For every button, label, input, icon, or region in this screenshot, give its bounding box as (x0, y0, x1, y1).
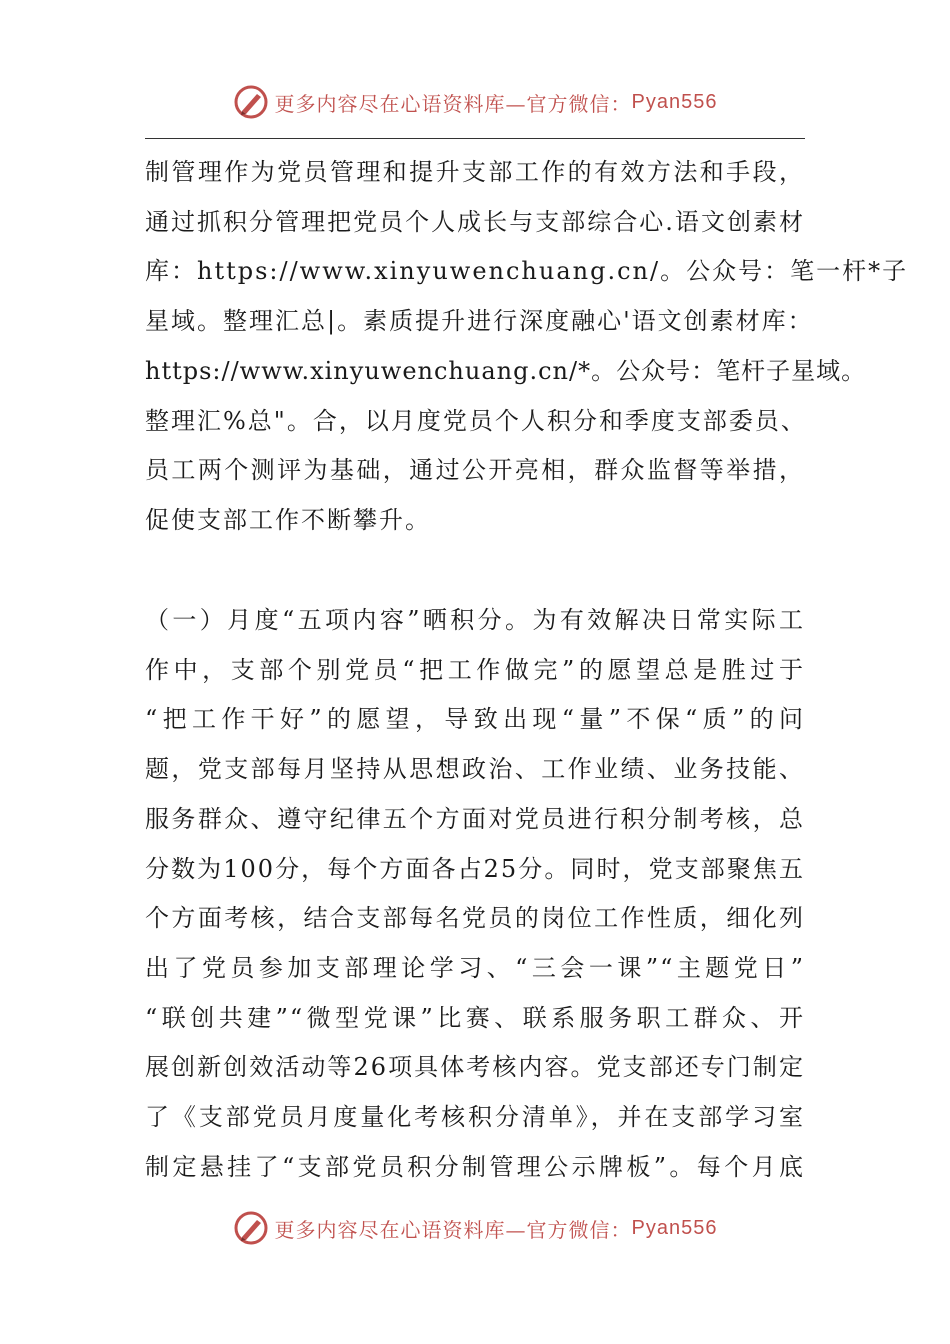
text-line: 整理汇%总"。合，以月度党员个人积分和季度支部委员、 (145, 406, 807, 435)
pen-logo-icon (233, 84, 269, 120)
text-line: 制定悬挂了“支部党员积分制管理公示牌板”。每个月底 (145, 1152, 805, 1181)
text-line: “把工作干好”的愿望，导致出现“量”不保“质”的问 (145, 705, 805, 734)
header-banner-text: 更多内容尽在心语资料库—官方微信： (274, 91, 632, 116)
pen-logo-icon (233, 1210, 269, 1246)
text-line: 个方面考核，结合支部每名党员的岗位工作性质，细化列 (145, 904, 805, 933)
text-line: 出了党员参加支部理论学习、“三会一课”“主题党日” (145, 953, 805, 982)
footer-wechat-id: Pyan556 (631, 1216, 718, 1239)
paragraph-1 (145, 148, 909, 546)
text-line: （一）月度“五项内容”晒积分。为有效解决日常实际工 (145, 606, 805, 634)
text-line: 作中，支部个别党员“把工作做完”的愿望总是胜过于 (145, 655, 805, 684)
text-line: 制管理作为党员管理和提升支部工作的有效方法和手段， (145, 158, 805, 186)
paragraph-2 (145, 596, 805, 1192)
text-line: “联创共建”“微型党课”比赛、联系服务职工群众、开 (145, 1003, 805, 1032)
text-line: 促使支部工作不断攀升。 (145, 505, 431, 534)
header-divider (145, 138, 805, 139)
text-line: 通过抓积分管理把党员个人成长与支部综合心.语文创素材 (145, 207, 805, 236)
header-banner (0, 84, 950, 120)
text-line: 库：https://www.xinyuwenchuang.cn/。公众号：笔一杆*子 (145, 257, 909, 286)
footer-banner-text: 更多内容尽在心语资料库—官方微信： (274, 1217, 632, 1242)
text-line: 星域。整理汇总|。素质提升进行深度融心'语文创素材库： (145, 307, 814, 336)
text-line: https://www.xinyuwenchuang.cn/*。公众号：笔杆子星域。 (145, 356, 867, 385)
text-line: 员工两个测评为基础，通过公开亮相，群众监督等举措， (145, 456, 805, 485)
text-line: 题，党支部每月坚持从思想政治、工作业绩、业务技能、 (145, 755, 805, 784)
footer-banner (0, 1210, 950, 1246)
text-line: 分数为100分，每个方面各占25分。同时，党支部聚焦五 (145, 854, 805, 883)
text-line: 展创新创效活动等26项具体考核内容。党支部还专门制定 (145, 1053, 805, 1082)
text-line: 了《支部党员月度量化考核积分清单》，并在支部学习室 (145, 1103, 805, 1132)
header-wechat-id: Pyan556 (631, 90, 718, 113)
text-line: 服务群众、遵守纪律五个方面对党员进行积分制考核，总 (145, 804, 805, 833)
